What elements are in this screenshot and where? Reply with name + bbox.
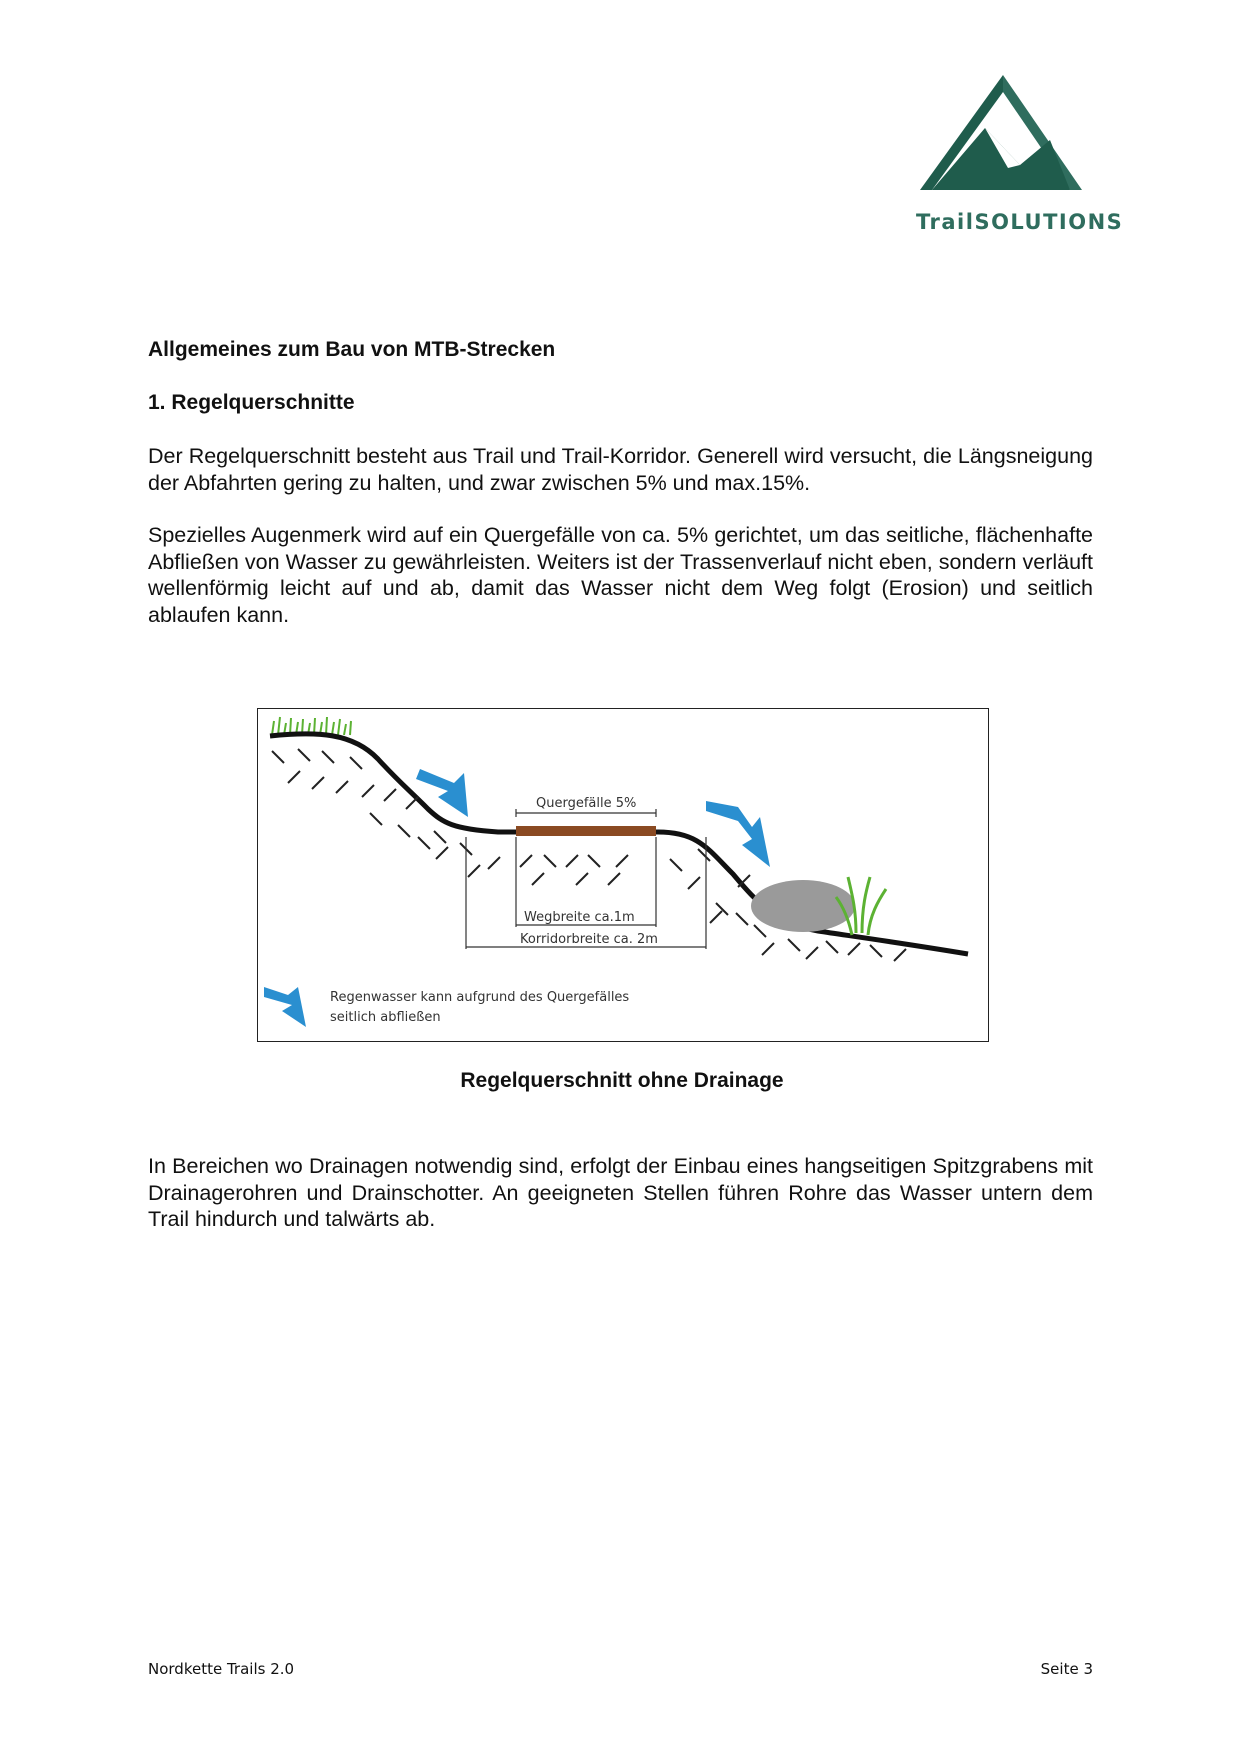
triangle-logo-icon [910, 70, 1100, 210]
footer-page-number: Seite 3 [1040, 1660, 1093, 1678]
paragraph-1: Der Regelquerschnitt besteht aus Trail und Trail-Korridor. Generell wird versucht, die Längsneigung der Abfahrten gering zu halten, und zwar zwischen 5% und max.15%. [148, 444, 1093, 495]
brand-text: TrailSOLUTIONS [916, 210, 1124, 234]
label-wegbreite: Wegbreite ca.1m [524, 910, 635, 925]
legend-line-1: Regenwasser kann aufgrund des Quergefälles [330, 990, 630, 1005]
trail-surface [516, 826, 656, 836]
paragraph-2: Spezielles Augenmerk wird auf ein Quergefälle von ca. 5% gerichtet, um das seitliche, flächenhafte Abfließen von Wasser zu gewährleisten. Weiters ist der Trassenverlauf nicht eben, sondern verläuft wellenförmig leicht auf und ab, damit das Wasser nicht dem Weg folgt (Erosion) und seitlich ablaufen kann. [148, 523, 1093, 627]
legend-line-2: seitlich abfließen [330, 1010, 441, 1025]
water-arrow-icon [264, 769, 770, 1027]
document-heading: Allgemeines zum Bau von MTB-Strecken [148, 338, 556, 361]
figure-caption: Regelquerschnitt ohne Drainage [460, 1069, 784, 1092]
paragraph-3: In Bereichen wo Drainagen notwendig sind, erfolgt der Einbau eines hangseitigen Spitzgrabens mit Drainagerohren und Drainschotter. An geeigneten Stellen führen Rohre das Wasser untern dem Trail hindurch und talwärts ab. [148, 1154, 1093, 1231]
label-korridorbreite: Korridorbreite ca. 2m [520, 932, 658, 947]
footer-document-title: Nordkette Trails 2.0 [148, 1660, 295, 1678]
section-title: 1. Regelquerschnitte [148, 391, 355, 414]
cross-section-figure [257, 708, 989, 1042]
rock-icon [751, 880, 855, 932]
label-quergefaelle: Quergefälle 5% [536, 796, 637, 811]
